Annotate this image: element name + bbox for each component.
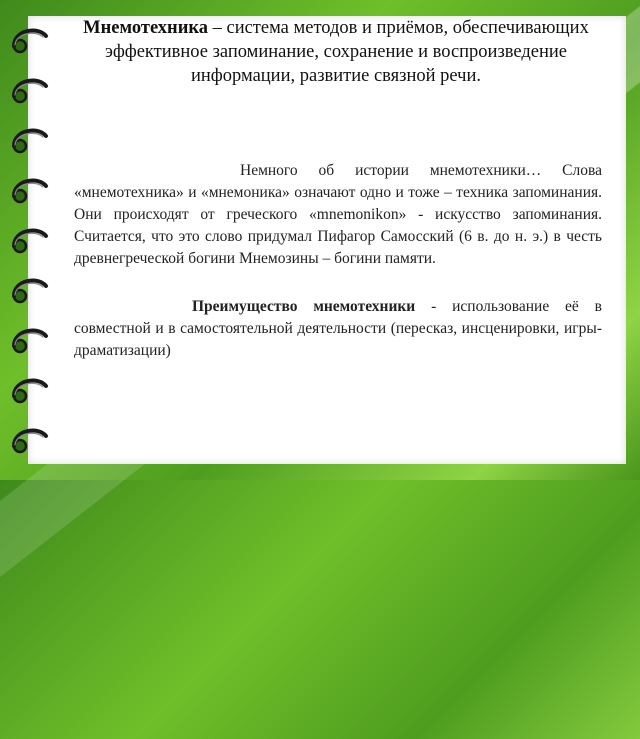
binding-ring-icon xyxy=(8,22,58,62)
title-definition: – система методов и приёмов, обеспечивающих эффективное запоминание, сохранение и воспроизведение информации, развитие связной речи. xyxy=(105,18,589,86)
spiral-binding xyxy=(8,10,58,470)
binding-ring-icon xyxy=(8,372,58,412)
binding-ring-icon xyxy=(8,72,58,112)
history-paragraph: Немного об истории мнемотехники… Слова «мнемотехника» и «мнемоника» означают одно и тоже – техника запоминания. Они происходят от греческого «mnemonikon» - искусство запоминания. Считается, что это слово придумал Пифагор Самосский (6 в. до н. э.) в честь древнегреческой богини Мнемозины – богини памяти. xyxy=(74,162,602,267)
binding-ring-icon xyxy=(8,172,58,212)
binding-ring-icon xyxy=(8,122,58,162)
binding-ring-icon xyxy=(8,422,58,462)
binding-ring-icon xyxy=(8,222,58,262)
binding-ring-icon xyxy=(8,272,58,312)
advantage-text: - использование её в совместной и в самостоятельной деятельности (пересказ, инсценировки, игры-драматизации) xyxy=(74,298,602,359)
advantage-heading: Преимущество мнемотехники xyxy=(192,298,416,315)
slide-title xyxy=(56,16,616,88)
binding-ring-icon xyxy=(8,322,58,362)
title-term: Мнемотехника xyxy=(83,18,208,38)
advantage-paragraph xyxy=(74,296,602,362)
